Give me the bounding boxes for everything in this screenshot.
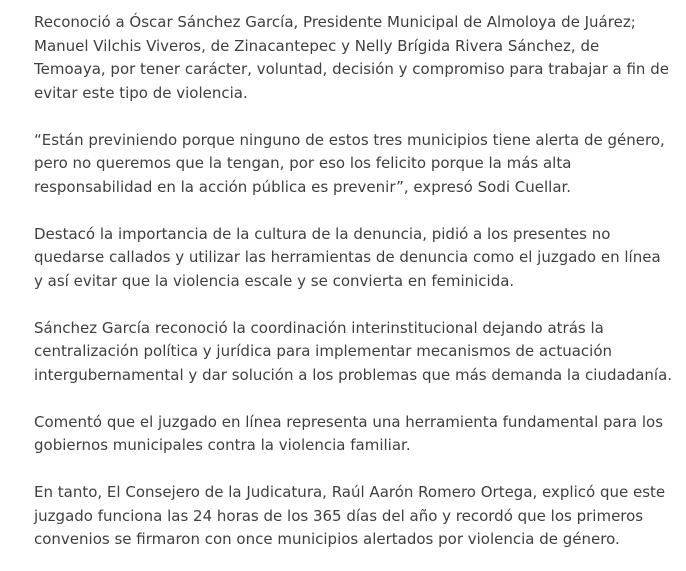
paragraph-coordination: Sánchez García reconoció la coordinación interinstitucional dejando atrás la centralización política y jurídica para implementar mecanismos de actuación intergubernamental y dar solución a los problemas que más demanda la ciudadanía. [34,318,673,384]
article-body [34,11,674,552]
paragraph-online-court: Comentó que el juzgado en línea representa una herramienta fundamental para los gobiernos municipales contra la violencia familiar. [34,412,664,454]
paragraph-quote: “Están previniendo porque ninguno de estos tres municipios tiene alerta de género, pero no queremos que la tengan, por eso los felicito porque la más alta responsabilidad en la acción pública es prevenir”, expresó Sodi Cuellar. [34,130,665,196]
paragraph-judicature: En tanto, El Consejero de la Judicatura, Raúl Aarón Romero Ortega, explicó que este juzgado funciona las 24 horas de los 365 días del año y recordó que los primeros convenios se firmaron con once municipios alertados por violencia de género. [34,483,666,548]
paragraph-recognition: Reconoció a Óscar Sánchez García, Presidente Municipal de Almoloya de Juárez; Manuel Vilchis Viveros, de Zinacantepec y Nelly Brígida Rivera Sánchez, de Temoaya, por tener carácter, voluntad, decisión y compromiso para trabajar a fin de evitar este tipo de violencia. [34,13,669,102]
paragraph-denuncia: Destacó la importancia de la cultura de la denuncia, pidió a los presentes no quedarse callados y utilizar las herramientas de denuncia como el juzgado en línea y así evitar que la violencia escale y se convierta en feminicida. [34,224,661,290]
